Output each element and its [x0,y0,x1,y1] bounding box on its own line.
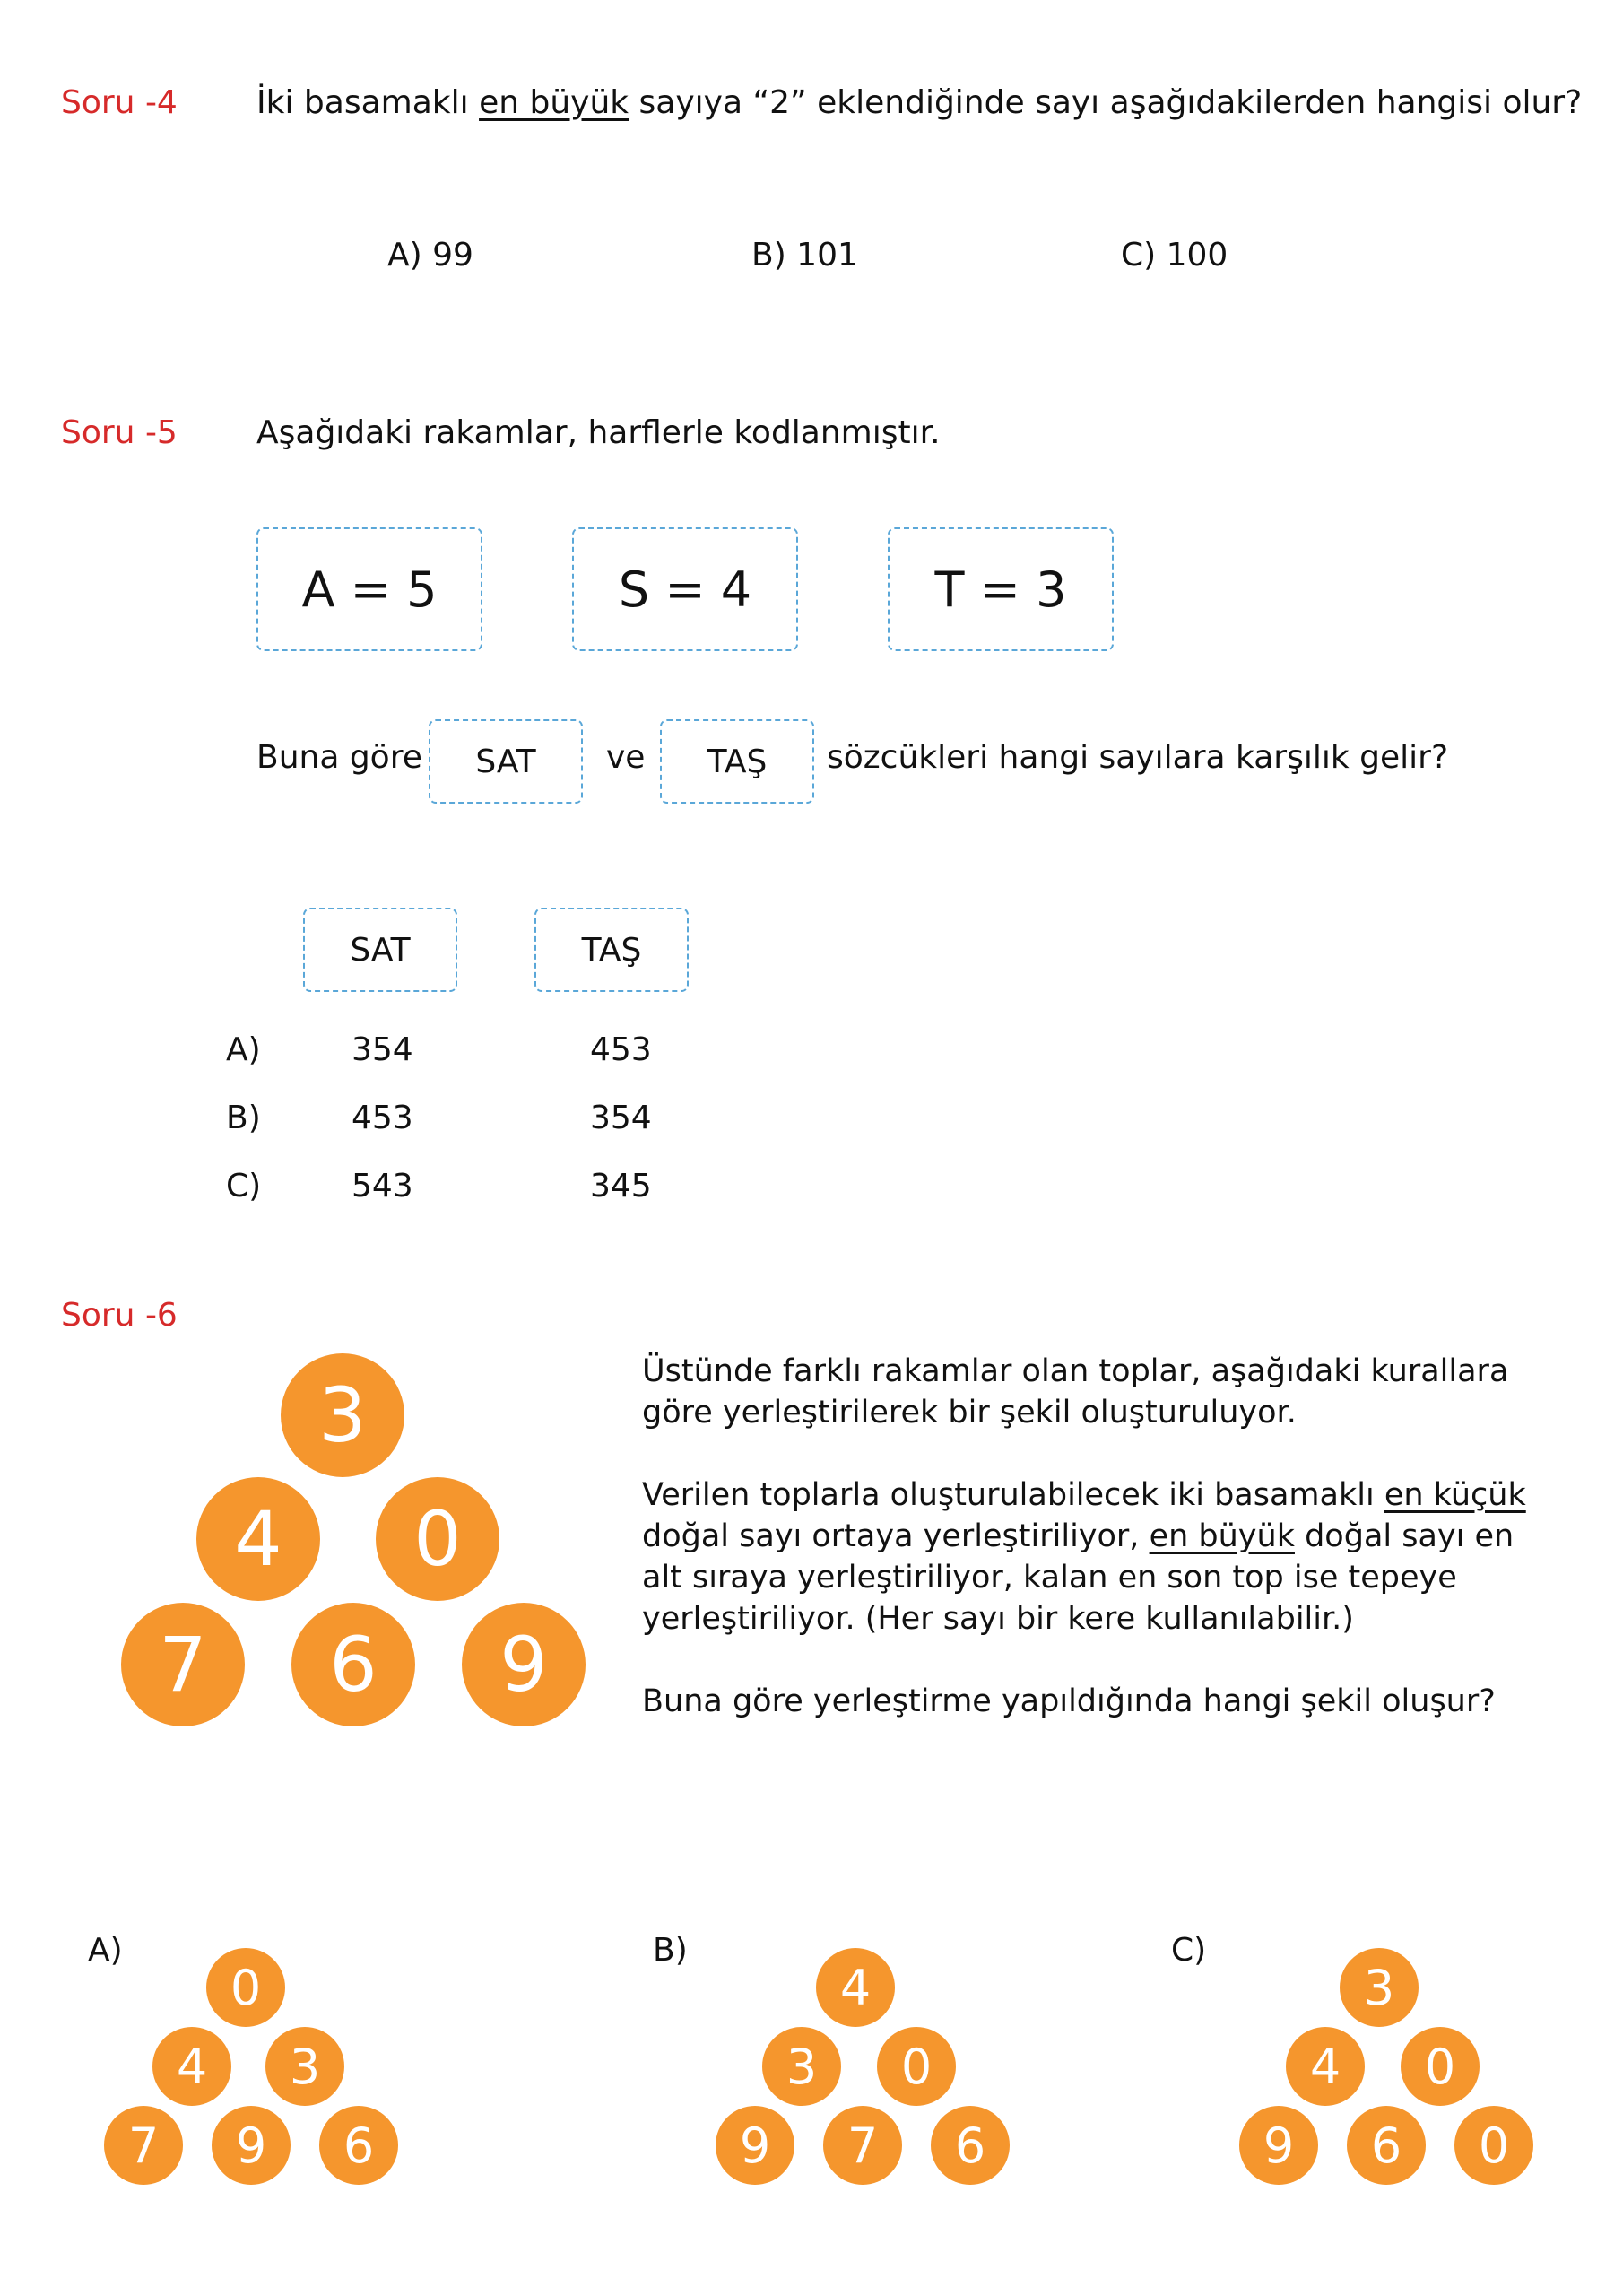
ball-bottom-right: 9 [462,1603,586,1726]
q6-para2-a: Verilen toplarla oluşturulabilecek iki basamaklı [642,1477,1384,1513]
q6-option-a-mid-left: 4 [152,2027,231,2106]
q6-option-c-letter[interactable]: C) [1171,1932,1207,1969]
q4-question [256,84,1582,121]
q5-option-c-letter[interactable]: C) [226,1168,262,1205]
q6-label: Soru -6 [61,1297,178,1334]
q6-para1: Üstünde farklı rakamlar olan toplar, aşağıdaki kurallara göre yerleştirilerek bir şekil oluşturuluyor. [642,1353,1509,1431]
q6-option-b-bottom-right: 6 [931,2106,1010,2185]
q6-option-b-letter[interactable]: B) [653,1932,688,1969]
ball-bottom-center: 6 [291,1603,415,1726]
q4-text-a: İki basamaklı [256,84,480,121]
word-box-tas: TAŞ [660,719,814,804]
q5-option-b-letter[interactable]: B) [226,1100,261,1136]
q6-option-c-bottom-left: 9 [1239,2106,1318,2185]
q6-option-a-bottom-center: 9 [212,2106,291,2185]
q6-option-c-bottom-right: 0 [1454,2106,1533,2185]
q5-option-b-tas: 354 [590,1100,652,1136]
q6-option-c-top: 3 [1340,1948,1419,2027]
q5-option-a-sat: 354 [352,1031,413,1068]
q4-label: Soru -4 [61,84,178,121]
q6-option-a-mid-right: 3 [265,2027,344,2106]
q5-option-c-sat: 543 [352,1168,413,1205]
q6-option-a-letter[interactable]: A) [88,1932,123,1969]
ball-top: 3 [281,1353,404,1477]
q6-para3: Buna göre yerleştirme yapıldığında hangi şekil oluşur? [642,1683,1496,1719]
q6-option-b-bottom-left: 9 [716,2106,794,2185]
q6-option-b-top: 4 [816,1948,895,2027]
word-box-sat: SAT [429,719,583,804]
q5-option-a-tas: 453 [590,1031,652,1068]
code-box-s: S = 4 [572,527,798,651]
q6-option-c-bottom-center: 6 [1347,2106,1426,2185]
q6-para2-b: doğal sayı ortaya yerleştiriliyor, [642,1518,1150,1554]
q4-underlined: en büyük [479,84,629,121]
table-header-sat: SAT [303,908,457,992]
q5-prompt-end: sözcükleri hangi sayılara karşılık gelir? [827,739,1449,776]
q5-prompt-start: Buna göre [256,739,422,776]
q6-option-a-bottom-left: 7 [104,2106,183,2185]
q6-para2-u2: en büyük [1149,1518,1295,1554]
q6-option-c-mid-left: 4 [1286,2027,1365,2106]
q5-option-a-letter[interactable]: A) [226,1031,261,1068]
q5-option-b-sat: 453 [352,1100,413,1136]
q5-option-c-tas: 345 [590,1168,652,1205]
code-box-a: A = 5 [256,527,482,651]
q4-option-b[interactable]: B) 101 [751,237,858,274]
ball-bottom-left: 7 [121,1603,245,1726]
q6-para2-u1: en küçük [1384,1477,1526,1513]
q6-option-b-mid-left: 3 [762,2027,841,2106]
code-box-t: T = 3 [888,527,1114,651]
q6-option-b-mid-right: 0 [877,2027,956,2106]
q5-prompt-ve: ve [606,739,646,776]
q4-option-a[interactable]: A) 99 [387,237,473,274]
q5-question: Aşağıdaki rakamlar, harflerle kodlanmıştır. [256,414,941,451]
ball-mid-right: 0 [376,1477,499,1601]
q6-para2 [642,1474,1539,1639]
table-header-tas: TAŞ [534,908,689,992]
q6-option-c-mid-right: 0 [1401,2027,1480,2106]
ball-mid-left: 4 [196,1477,320,1601]
q4-text-b: sayıya “2” eklendiğinde sayı aşağıdakilerden hangisi olur? [629,84,1583,121]
q6-option-b-bottom-center: 7 [823,2106,902,2185]
q4-option-c[interactable]: C) 100 [1121,237,1228,274]
q6-option-a-top: 0 [206,1948,285,2027]
q6-option-a-bottom-right: 6 [319,2106,398,2185]
q6-para2-c: doğal sayı en alt sıraya yerleştiriliyor, kalan en son top ise tepeye yerleştiriliyor. (Her sayı bir kere kullanılabilir.) [642,1518,1515,1637]
q5-label: Soru -5 [61,414,178,451]
